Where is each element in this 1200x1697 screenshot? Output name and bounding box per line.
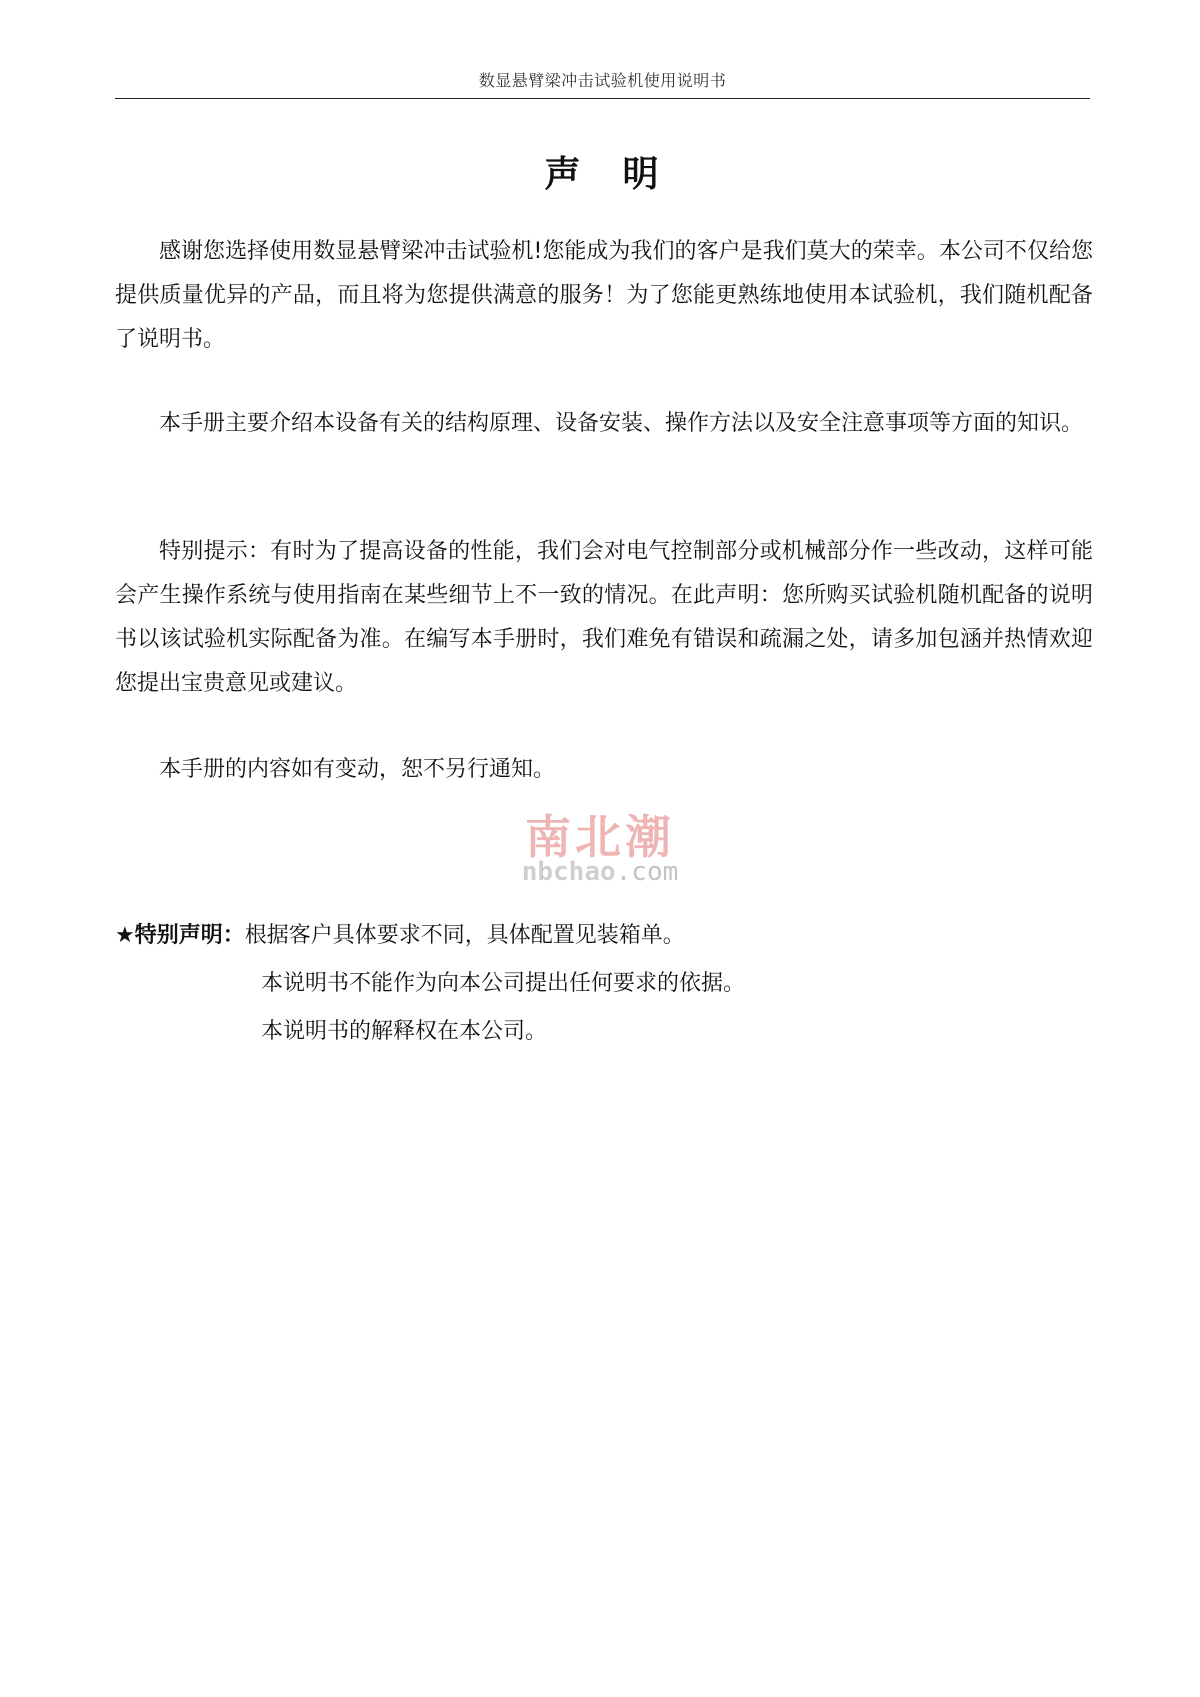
watermark-en	[490, 858, 710, 886]
watermark-en-main: nbchao	[521, 857, 616, 887]
title-char-1: 声	[544, 154, 583, 195]
paragraph-special-tip: 特别提示：有时为了提高设备的性能，我们会对电气控制部分或机械部分作一些改动，这样可能会产生操作系统与使用指南在某些细节上不一致的情况。在此声明：您所购买试验机随机配备的说明书以该试验机实际配备为准。在编写本手册时，我们难免有错误和疏漏之处，请多加包涵并热情欢迎您提出宝贵意见或建议。	[115, 539, 1093, 696]
notice-line-3: 本说明书的解释权在本公司。	[261, 1019, 548, 1044]
paragraph-thanks: 感谢您选择使用数显悬臂梁冲击试验机!您能成为我们的客户是我们莫大的荣幸。本公司不仅给您提供质量优异的产品，而且将为您提供满意的服务！为了您能更熟练地使用本试验机，我们随机配备了说明书。	[115, 239, 1093, 352]
header-rule	[115, 98, 1090, 99]
notice-text-1: 根据客户具体要求不同，具体配置见装箱单。	[244, 923, 685, 948]
paragraph-scope: 本手册主要介绍本设备有关的结构原理、设备安装、操作方法以及安全注意事项等方面的知识。	[159, 411, 1084, 436]
watermark-cn: 南北潮	[525, 810, 675, 864]
notice-line-1	[115, 912, 745, 960]
page-title	[115, 146, 1090, 197]
watermark-logo	[490, 812, 710, 886]
notice-label: ★特别声明：	[115, 923, 245, 948]
title-char-2: 明	[622, 154, 661, 195]
watermark-en-suffix: .com	[615, 857, 679, 887]
special-notice	[115, 912, 745, 1056]
paragraph-change-notice: 本手册的内容如有变动，恕不另行通知。	[159, 757, 556, 782]
notice-line-2: 本说明书不能作为向本公司提出任何要求的依据。	[261, 971, 746, 996]
running-header: 数显悬臂梁冲击试验机使用说明书	[478, 71, 727, 90]
